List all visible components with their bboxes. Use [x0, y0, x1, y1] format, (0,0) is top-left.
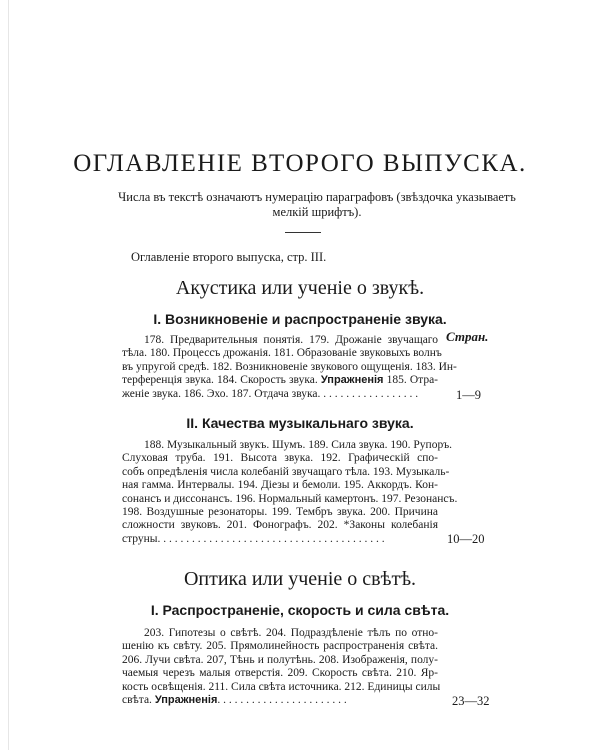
text-fragment: свѣта.: [122, 694, 152, 707]
text-line: 178. Предварительныя понятія. 179. Дрожаніе звучащаго: [144, 334, 438, 346]
text-line: ная гамма. Интервалы. 194. Діезы и бемоли. 195. Аккордъ. Кон-: [122, 479, 438, 492]
text-line: шенію къ свѣту. 205. Прямолинейность распространенія свѣта.: [122, 640, 438, 653]
exercises-label: Упражненія: [320, 374, 384, 387]
subtitle-line-2: мелкій шрифтъ).: [272, 205, 362, 219]
exercises-label: Упражненія: [154, 694, 218, 707]
optics-section-1-text: [122, 627, 441, 707]
section-title-acoustics-2: II. Качества музыкальнаго звука.: [186, 415, 414, 431]
text-fragment: струны: [122, 532, 158, 545]
dot-leader: . . . . . . . . . . . . . . . . . . . . . . .: [217, 694, 347, 707]
section-title-optics-1: I. Распространеніе, скорость и сила свѣта.: [150, 602, 450, 618]
page-range-optics-1: 23—32: [452, 694, 490, 708]
page-column-label: Стран.: [446, 329, 489, 344]
part-title-acoustics: Акустика или ученіе о звукѣ.: [175, 277, 425, 299]
subtitle-note: [112, 190, 522, 220]
text-line: Слуховая труба. 191. Высота звука. 192. Графическій спо-: [122, 452, 438, 465]
text-line: 206. Лучи свѣта. 207, Тѣнь и полутѣнь. 208. Изображенія, полу-: [122, 653, 438, 666]
page-range-acoustics-1: 1—9: [456, 388, 481, 402]
text-line: [122, 694, 438, 707]
text-fragment: терференція звука. 184. Скорость звука.: [122, 374, 318, 387]
section-title-acoustics-1: I. Возникновеніе и распространеніе звука.: [153, 311, 447, 327]
subtitle-line-1: Числа въ текстѣ означаютъ нумерацію параграфовъ (звѣздочка указываетъ: [118, 190, 516, 204]
text-line: собъ опредѣленія числа колебаній звучащаго тѣла. 193. Музыкаль-: [122, 465, 450, 478]
text-line: [122, 374, 438, 387]
text-line: [122, 388, 438, 401]
text-line: 188. Музыкальный звукъ. Шумъ. 189. Сила звука. 190. Рупоръ.: [144, 439, 453, 451]
text-line: въ упругой средѣ. 182. Возникновеніе звукового ощущенія. 183. Ин-: [122, 360, 457, 373]
text-line: кость освѣщенія. 211. Сила свѣта источника. 212. Единицы силы: [122, 680, 441, 693]
text-line: тѣла. 180. Процессъ дрожанія. 181. Образованіе звуковыхъ волнъ: [122, 347, 442, 360]
acoustics-section-1-text: [122, 334, 457, 401]
text-fragment: 185. Отра-: [386, 374, 438, 387]
acoustics-section-2-text: [122, 439, 458, 546]
part-title-optics: Оптика или ученіе о свѣтѣ.: [183, 568, 417, 590]
text-line: чаемыя черезъ малыя отверстія. 209. Скорость свѣта. 210. Яр-: [122, 667, 438, 680]
text-line: сонансъ и диссонансъ. 196. Нормальный камертонъ. 197. Резонансъ.: [122, 492, 458, 505]
text-line: сложности звуковъ. 201. Фонографъ. 202. *Законы колебанія: [122, 519, 438, 532]
page-range-acoustics-2: 10—20: [447, 532, 485, 546]
text-line: 198. Воздушные резонаторы. 199. Тембръ звука. 200. Причина: [122, 506, 438, 519]
reference-line: Оглавленіе второго выпуска, стр. III.: [131, 250, 327, 264]
page-edge-shadow: [8, 0, 9, 750]
text-fragment: женіе звука. 186. Эхо. 187. Отдача звука: [122, 387, 318, 400]
dot-leader: . . . . . . . . . . . . . . . . . .: [317, 387, 419, 400]
dot-leader: . . . . . . . . . . . . . . . . . . . . . . . . . . . . . . . . . . . . . . . .: [157, 532, 385, 545]
text-line: 203. Гипотезы о свѣтѣ. 204. Подраздѣленіе тѣлъ по отно-: [144, 627, 438, 639]
divider-rule: [285, 232, 321, 233]
text-line: [122, 533, 438, 546]
page-title: ОГЛАВЛЕНІЕ ВТОРОГО ВЫПУСКА.: [73, 150, 527, 177]
